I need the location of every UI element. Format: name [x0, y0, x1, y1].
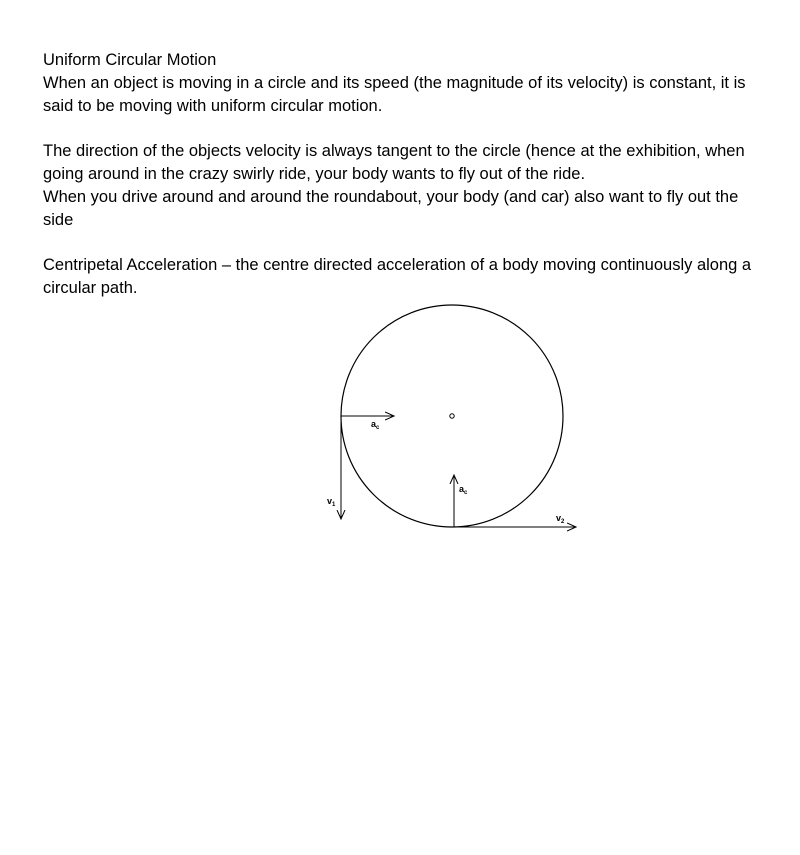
document-title: Uniform Circular Motion	[43, 51, 217, 69]
centripetal-paragraph: Centripetal Acceleration – the centre directed acceleration of a body moving continuously along a circular path.	[43, 256, 752, 297]
paragraph-gap	[43, 117, 753, 140]
accel-label-bottom: $a_c$	[459, 484, 468, 496]
velocity-label-1: $v_1$	[327, 496, 336, 508]
accel-label-left: $a_c$	[371, 419, 380, 431]
centre-point	[450, 414, 454, 418]
roundabout-paragraph: When you drive around and around the roundabout, your body (and car) also want to fly out the side	[43, 187, 739, 229]
direction-paragraph: The direction of the objects velocity is always tangent to the circle (hence at the exhibition, when going around in the crazy swirly ride, your body wants to fly out of the ride.	[43, 142, 745, 183]
paragraph-gap	[43, 231, 753, 254]
intro-paragraph: When an object is moving in a circle and its speed (the magnitude of its velocity) is constant, it is said to be moving with uniform circular motion.	[43, 73, 746, 115]
circular-motion-diagram	[300, 300, 600, 552]
velocity-label-2: $v_2$	[556, 513, 565, 525]
document-body	[43, 49, 753, 300]
